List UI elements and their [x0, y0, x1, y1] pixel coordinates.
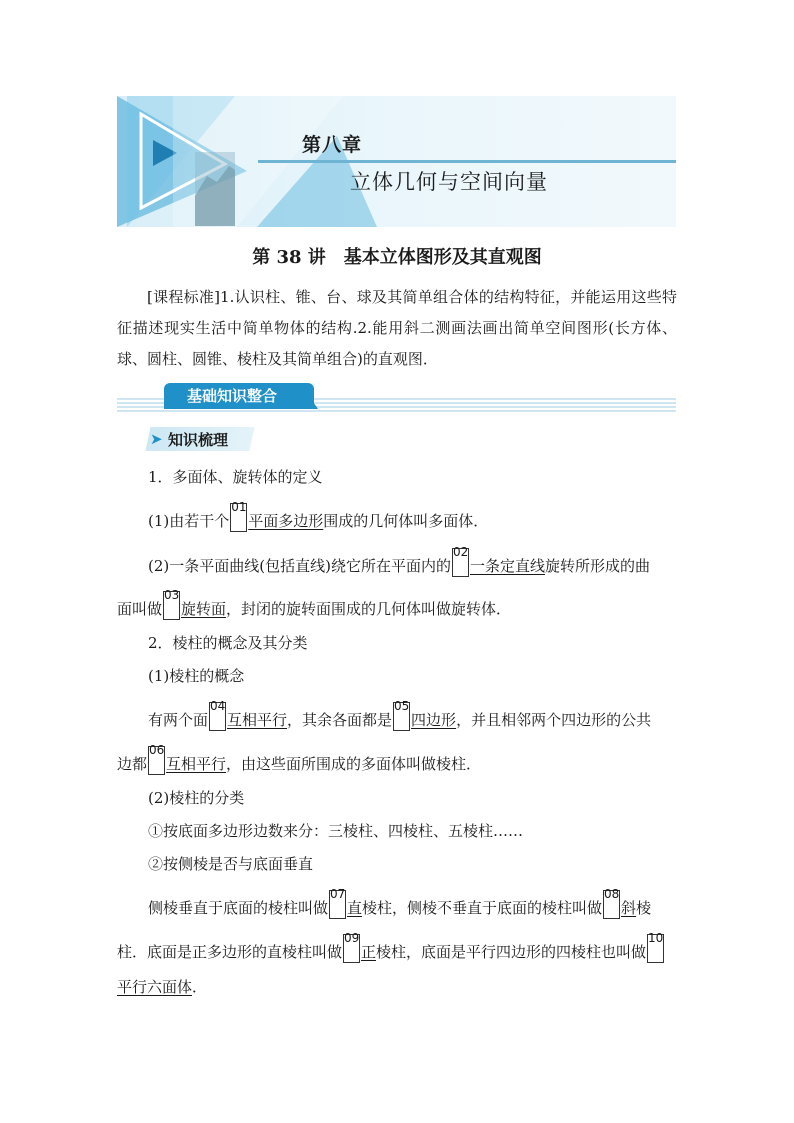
course-standard: [课程标准]1.认识柱、锥、台、球及其简单组合体的结构特征，并能运用这些特征描述现实生活中简单物体的结构.2.能用斜二测画法画出简单空间图形(长方体、球、圆柱、圆锥、棱柱及其简单组合)的直观图．: [117, 288, 677, 368]
s1-heading: 1．多面体、旋转体的定义: [148, 468, 323, 486]
s2-cls2: ②按侧棱是否与底面垂直: [148, 855, 314, 873]
blank-box: [163, 588, 180, 620]
s2-concept: [148, 699, 652, 731]
text: 边都: [117, 755, 148, 773]
blank-box: [647, 931, 664, 963]
s1-p1: [148, 500, 489, 532]
blank-box: [148, 743, 165, 775]
blank-number: 01: [231, 500, 247, 514]
answer: 一条定直线: [469, 557, 545, 575]
blank-box: [343, 931, 360, 963]
answer: 斜: [621, 899, 637, 917]
s1-p2: [148, 545, 650, 577]
text: ，封闭的旋转面围成的几何体叫做旋转体．: [226, 600, 512, 618]
answer: 正: [361, 943, 377, 961]
section-tab-tip: [300, 383, 318, 409]
answer: 直: [347, 899, 363, 917]
blank-box: [603, 887, 620, 919]
blank-number: 04: [210, 699, 226, 713]
answer: 互相平行: [227, 711, 288, 729]
s1-p2-cont: [117, 588, 512, 620]
blank-number: 08: [604, 887, 620, 901]
text: ，并且相邻两个四边形的公共: [456, 711, 652, 729]
subsection-heading: 知识梳理: [168, 431, 229, 449]
blank-box: [452, 545, 469, 577]
text: ，其余各面都是: [287, 711, 393, 729]
s2-sub2: (2)棱柱的分类: [148, 789, 245, 807]
blank-box: [393, 699, 410, 731]
text: 面叫做: [117, 600, 163, 618]
blank-box: [329, 887, 346, 919]
chapter-title: 立体几何与空间向量: [350, 170, 548, 194]
answer: 互相平行: [166, 755, 227, 773]
text: 旋转所形成的曲: [544, 557, 650, 575]
s2-def-cont: [117, 931, 665, 963]
s2-sub1: (1)棱柱的概念: [148, 667, 245, 685]
s2-def: [148, 887, 652, 919]
text: 侧棱垂直于底面的棱柱叫做: [148, 899, 329, 917]
text: 柱．底面是正多边形的直棱柱叫做: [117, 943, 343, 961]
section-heading: 基础知识整合: [186, 387, 277, 405]
text: 棱柱，底面是平行四边形的四棱柱也叫做: [376, 943, 647, 961]
blank-box: [230, 500, 247, 532]
chapter-divider: [258, 160, 676, 163]
blank-number: 02: [452, 545, 469, 559]
blank-box: [209, 699, 226, 731]
answer: 平行六面体: [117, 978, 193, 996]
arrow-right-icon: ➤: [150, 430, 163, 448]
text: ．: [192, 978, 208, 996]
text: 棱柱，侧棱不垂直于底面的棱柱叫做: [362, 899, 603, 917]
s2-def-end: [117, 976, 207, 997]
s2-concept-cont: [117, 743, 482, 775]
blank-number: 07: [330, 887, 346, 901]
text: (2)一条平面曲线(包括直线)绕它所在平面内的: [148, 557, 451, 575]
text: ，由这些面所围成的多面体叫做棱柱．: [226, 755, 482, 773]
text: 棱: [636, 899, 652, 917]
text: 围成的几何体叫多面体．: [323, 512, 489, 530]
s2-cls1: ①按底面多边形边数来分：三棱柱、四棱柱、五棱柱……: [148, 822, 524, 840]
answer: 旋转面: [181, 600, 227, 618]
answer: 四边形: [411, 711, 457, 729]
s2-heading: 2．棱柱的概念及其分类: [148, 634, 308, 652]
blank-number: 09: [344, 931, 360, 945]
text: (1)由若干个: [148, 512, 230, 530]
blank-number: 03: [164, 588, 180, 602]
chapter-number: 第八章: [302, 134, 363, 156]
text: 有两个面: [148, 711, 209, 729]
lecture-title: 第 38 讲 基本立体图形及其直观图: [252, 247, 542, 268]
blank-number: 06: [149, 743, 165, 757]
blank-number: 05: [394, 699, 410, 713]
blank-number: 10: [648, 931, 664, 945]
answer: 平面多边形: [248, 512, 324, 530]
